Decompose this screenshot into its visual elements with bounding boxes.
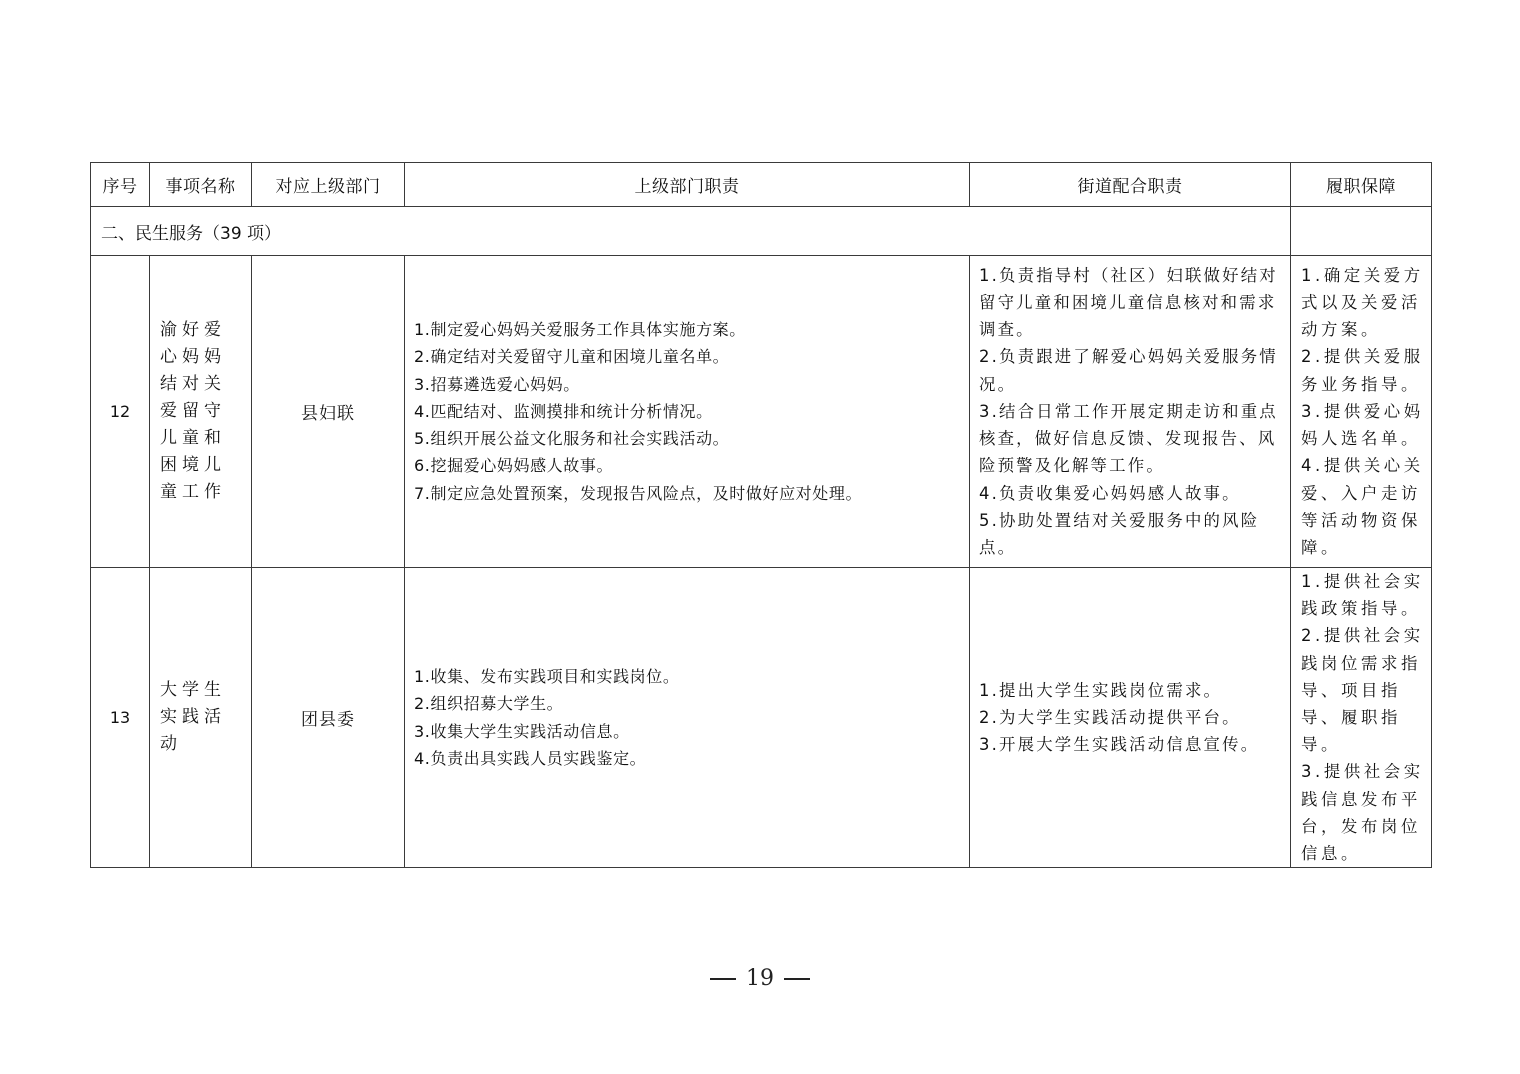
table-row (91, 256, 1432, 568)
table-header-row (91, 163, 1432, 207)
guarantee-item: 2.提供社会实践岗位需求指导、项目指导、履职指导。 (1301, 626, 1424, 755)
upper-duty-item: 4.负责出具实践人员实践鉴定。 (414, 748, 647, 768)
section-empty-cell (1291, 207, 1432, 256)
department: 团县委 (252, 568, 405, 868)
duty-table (90, 162, 1432, 868)
guarantee-item: 1.确定关爱方式以及关爱活动方案。 (1301, 265, 1424, 340)
street-duty-item: 5.协助处置结对关爱服务中的风险点。 (979, 510, 1260, 557)
street-duty-item: 2.负责跟进了解爱心妈妈关爱服务情况。 (979, 347, 1278, 394)
row-number: 12 (91, 256, 150, 568)
upper-duty-item: 7.制定应急处置预案，发现报告风险点，及时做好应对处理。 (414, 483, 863, 503)
page-number: 19 (746, 966, 774, 991)
guarantee-item: 2.提供关爱服务业务指导。 (1301, 347, 1424, 394)
street-duty-item: 3.结合日常工作开展定期走访和重点核查，做好信息反馈、发现报告、风险预警及化解等工作。 (979, 401, 1278, 476)
street-duty-item: 2.为大学生实践活动提供平台。 (979, 708, 1241, 728)
upper-duty-item: 4.匹配结对、监测摸排和统计分析情况。 (414, 401, 713, 421)
upper-duty-item: 3.招募遴选爱心妈妈。 (414, 374, 580, 394)
table-row (91, 568, 1432, 868)
street-duty-item: 3.开展大学生实践活动信息宣传。 (979, 735, 1260, 755)
guarantees-cell (1291, 256, 1432, 568)
section-title: 二、民生服务（39 项） (91, 207, 1291, 256)
header-street-duties: 街道配合职责 (970, 163, 1291, 207)
street-duty-item: 1.负责指导村（社区）妇联做好结对留守儿童和困境儿童信息核对和需求调查。 (979, 265, 1278, 340)
upper-duty-item: 1.收集、发布实践项目和实践岗位。 (414, 667, 680, 687)
header-department: 对应上级部门 (252, 163, 405, 207)
item-name: 大学生实践活动 (150, 568, 252, 868)
header-number: 序号 (91, 163, 150, 207)
guarantees-cell (1291, 568, 1432, 868)
item-name: 渝好爱心妈妈结对关爱留守儿童和困境儿童工作 (150, 256, 252, 568)
section-row (91, 207, 1432, 256)
department: 县妇联 (252, 256, 405, 568)
guarantee-item: 3.提供爱心妈妈人选名单。 (1301, 401, 1424, 449)
header-upper-duties: 上级部门职责 (405, 163, 970, 207)
guarantee-item: 4.提供关心关爱、入户走访等活动物资保障。 (1301, 456, 1424, 557)
row-number: 13 (91, 568, 150, 868)
upper-duty-item: 2.确定结对关爱留守儿童和困境儿童名单。 (414, 347, 730, 367)
header-item-name: 事项名称 (150, 163, 252, 207)
upper-duty-item: 5.组织开展公益文化服务和社会实践活动。 (414, 429, 730, 449)
upper-duty-item: 6.挖掘爱心妈妈感人故事。 (414, 456, 614, 476)
page-footer (0, 966, 1520, 991)
street-duty-item: 1.提出大学生实践岗位需求。 (979, 680, 1223, 700)
upper-duty-item: 3.收集大学生实践活动信息。 (414, 721, 630, 741)
upper-duty-item: 2.组织招募大学生。 (414, 694, 564, 714)
upper-duty-item: 1.制定爱心妈妈关爱服务工作具体实施方案。 (414, 320, 746, 340)
guarantee-item: 1.提供社会实践政策指导。 (1301, 572, 1424, 619)
guarantee-item: 3.提供社会实践信息发布平台，发布岗位信息。 (1301, 762, 1424, 864)
header-guarantees: 履职保障 (1291, 163, 1432, 207)
street-duties-cell (970, 568, 1291, 868)
upper-duties-cell (405, 568, 970, 868)
street-duties-cell (970, 256, 1291, 568)
upper-duties-cell (405, 256, 970, 568)
street-duty-item: 4.负责收集爱心妈妈感人故事。 (979, 483, 1241, 503)
footer-right-dash (784, 978, 810, 980)
footer-left-dash (710, 978, 736, 980)
